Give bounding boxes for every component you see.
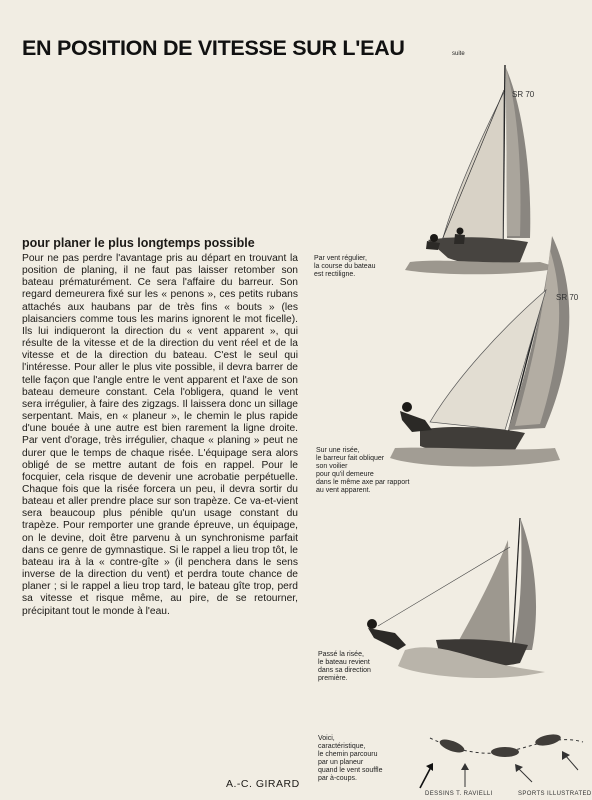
caption-4-line: par à-coups. <box>318 775 357 782</box>
caption-4 <box>318 735 382 783</box>
caption-3-line: Passé la risée, <box>318 651 364 658</box>
caption-2-line: dans le même axe par rapport <box>316 479 410 486</box>
illustration-credit: DESSINS T. RAVIELLI <box>425 791 493 797</box>
caption-4-line: Voici, <box>318 735 335 742</box>
sail-number-1: SR 70 <box>512 90 535 99</box>
page-title: EN POSITION DE VITESSE SUR L'EAU <box>22 36 405 60</box>
caption-3-line: dans sa direction <box>318 667 371 674</box>
caption-4-line: le chemin parcouru <box>318 751 378 758</box>
caption-1 <box>314 255 376 279</box>
caption-2-line: le barreur fait obliquer <box>316 455 385 462</box>
caption-2-line: au vent apparent. <box>316 487 371 494</box>
zigzag-course-diagram <box>420 732 583 788</box>
caption-3 <box>318 651 371 683</box>
caption-4-line: caractéristique, <box>318 743 366 750</box>
caption-2-line: pour qu'il demeure <box>316 471 374 478</box>
publication-credit: SPORTS ILLUSTRATED <box>518 791 592 797</box>
article-subheading: pour planer le plus longtemps possible <box>22 236 255 250</box>
caption-2-line: son voilier <box>316 463 348 470</box>
caption-4-line: quand le vent souffle <box>318 767 383 774</box>
caption-1-line: Par vent régulier, <box>314 255 367 262</box>
caption-3-line: première. <box>318 675 348 682</box>
caption-2 <box>316 447 409 495</box>
author-signature: A.-C. GIRARD <box>226 778 300 790</box>
caption-1-line: la course du bateau <box>314 263 376 270</box>
caption-1-line: est rectiligne. <box>314 271 356 278</box>
continued-label: suite <box>452 51 465 57</box>
article-body: Pour ne pas perdre l'avantage pris au départ en trouvant la position de planing, il ne faut pas laisser retomber son bateau prématurément. Ce sera l'affaire du barreur. Son regard demeurera fixé sur les « penons », ces petits rubans attachés aux haubans par de très fins « bouts » (les plaisanciers comme tous les marins ignorent le mot ficelle). Ils lui indiqueront la direction du « vent apparent », qui résulte de la vitesse et de la direction du vent réel et de la vitesse et de la direction du bateau. C'est le seul qui l'intéresse. Pour aller le plus vite possible, il devra barrer de telle façon que l'angle entre le vent apparent et l'axe de son bateau demeure constant. Cela l'obligera, quand le vent sera irrégulier, à faire des zigzags. Il laissera donc un sillage serpentant. Mais, en « planeur », le chemin le plus rapide d'une bouée à une autre est bien rarement la ligne droite. Par vent d'orage, très irrégulier, chaque « planing » peut ne durer que le temps de chaque risée. L'équipage sera alors obligé de se mettre autant de fois en rappel. Pour le focquier, cela risque de devenir une acrobatie perpétuelle. Chaque fois que la risée forcera un peu, il devra sortir du bateau et aller prendre place sur son trapèze. Ce va-et-vient sera beaucoup plus pénible qu'un usage constant du trapèze. Pour remporter une grande épreuve, un équipage, on le devine, doit être parvenu à un synchronisme parfait dans ce genre de gymnastique. Si le rappel a lieu trop tôt, le bateau ira à la « contre-gîte » (il penchera dans le sens inverse de la direction du vent) et perdra toute chance de planer ; si le rappel a lieu trop tard, le bateau gîte trop, perd sa vitesse et risque même, au pire, de se retourner, précipitant tout le monde à l'eau. <box>22 253 298 617</box>
caption-4-line: par un planeur <box>318 759 364 766</box>
sailboat-illustration-1 <box>405 65 560 274</box>
caption-2-line: Sur une risée, <box>316 447 360 454</box>
sail-number-2: SR 70 <box>556 293 579 302</box>
sailboat-illustration-3 <box>367 518 545 678</box>
caption-3-line: le bateau revient <box>318 659 370 666</box>
